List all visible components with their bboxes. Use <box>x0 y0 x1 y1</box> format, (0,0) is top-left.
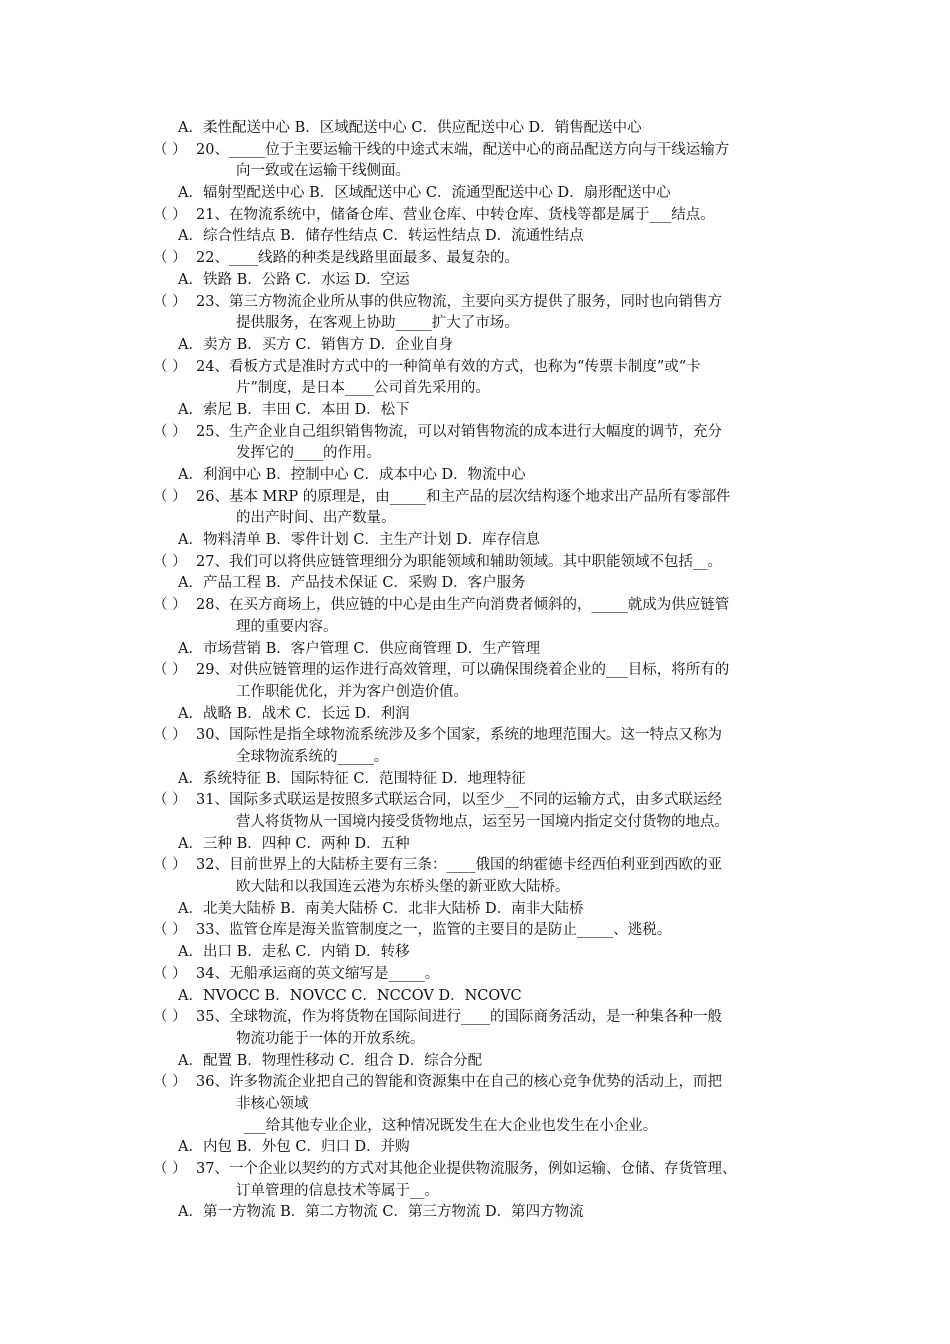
answer-blank: （ ） <box>153 1074 187 1091</box>
answer-blank: （ ） <box>153 965 187 982</box>
question-continuation-line <box>0 1116 950 1138</box>
question-text: 的出产时间、出产数量。 <box>236 510 396 527</box>
question-continuation-line <box>0 443 950 465</box>
options-line <box>0 400 950 422</box>
question-text: 提供服务，在客观上协助_____扩大了市场。 <box>236 315 519 332</box>
question-text: 营人将货物从一国境内接受货物地点，运至另一国境内指定交付货物的地点。 <box>236 814 729 830</box>
answer-blank: （ ） <box>153 250 187 267</box>
answer-options: A．出口 B．走私 C．内销 D．转移 <box>178 944 410 961</box>
question-text: 订单管理的信息技术等属于__。 <box>236 1182 439 1199</box>
question-line <box>0 422 950 444</box>
options-line <box>0 1137 950 1159</box>
answer-options: A．系统特征 B．国际特征 C．范围特征 D．地理特征 <box>178 770 526 787</box>
question-line <box>0 292 950 314</box>
question-line <box>0 357 950 379</box>
question-line <box>0 855 950 877</box>
options-line <box>0 335 950 357</box>
answer-blank: （ ） <box>153 922 187 939</box>
question-text: 31、国际多式联运是按照多式联运合同，以至少__不同的运输方式，由多式联运经 <box>196 792 722 809</box>
question-line <box>0 595 950 617</box>
answer-blank: （ ） <box>153 1009 187 1026</box>
answer-blank: （ ） <box>153 141 187 158</box>
question-line <box>0 660 950 682</box>
options-line <box>0 704 950 726</box>
options-line <box>0 769 950 791</box>
answer-options: A．内包 B．外包 C．归口 D．并购 <box>178 1139 410 1156</box>
answer-blank: （ ） <box>153 206 187 223</box>
question-text: 22、____线路的种类是线路里面最多、最复杂的。 <box>196 250 519 267</box>
question-line <box>0 964 950 986</box>
question-text: 24、看板方式是准时方式中的一种简单有效的方式，也称为“传票卡制度”或“卡 <box>196 358 701 375</box>
question-text: 32、目前世界上的大陆桥主要有三条：____俄国的纳霍德卡经西伯利亚到西欧的亚 <box>196 857 722 874</box>
question-text: 向一致或在运输干线侧面。 <box>236 163 410 180</box>
question-text: 30、国际性是指全球物流系统涉及多个国家，系统的地理范围大。这一特点又称为 <box>196 727 722 744</box>
question-text: 34、无船承运商的英文缩写是_____。 <box>196 965 440 982</box>
answer-blank: （ ） <box>153 488 187 505</box>
question-text: 欧大陆和以我国连云港为东桥头堡的新亚欧大陆桥。 <box>236 879 570 896</box>
question-continuation-line <box>0 747 950 769</box>
question-text: 35、全球物流，作为将货物在国际间进行____的国际商务活动，是一种集各种一般 <box>196 1009 722 1026</box>
question-continuation-line <box>0 877 950 899</box>
question-line <box>0 1007 950 1029</box>
answer-options: A．NVOCC B．NOVCC C．NCCOV D．NCOVC <box>178 987 522 1004</box>
question-text: 25、生产企业自己组织销售物流，可以对销售物流的成本进行大幅度的调节，充分 <box>196 423 722 440</box>
question-line <box>0 552 950 574</box>
options-line <box>0 986 950 1008</box>
question-line <box>0 1159 950 1181</box>
question-text: ___给其他专业企业，这种情况既发生在大企业也发生在小企业。 <box>244 1117 658 1134</box>
question-text: 29、对供应链管理的运作进行高效管理，可以确保围绕着企业的___目标，将所有的 <box>196 662 730 679</box>
answer-blank: （ ） <box>153 792 187 809</box>
question-text: 33、监管仓库是海关监管制度之一，监管的主要目的是防止_____、逃税。 <box>196 922 672 939</box>
answer-blank: （ ） <box>153 597 187 614</box>
question-text: 非核心领域 <box>236 1095 309 1112</box>
question-continuation-line <box>0 682 950 704</box>
question-text: 36、许多物流企业把自己的智能和资源集中在自己的核心竞争优势的活动上，而把 <box>196 1074 722 1091</box>
answer-options: A．综合性结点 B．储存性结点 C．转运性结点 D．流通性结点 <box>178 228 584 245</box>
options-line <box>0 270 950 292</box>
answer-blank: （ ） <box>153 358 187 375</box>
options-line <box>0 465 950 487</box>
answer-blank: （ ） <box>153 857 187 874</box>
answer-options: A．北美大陆桥 B．南美大陆桥 C．北非大陆桥 D．南非大陆桥 <box>178 900 584 917</box>
answer-blank: （ ） <box>153 293 187 310</box>
question-text: 27、我们可以将供应链管理细分为职能领域和辅助领域。其中职能领域不包括__。 <box>196 553 722 570</box>
answer-options: A．三种 B．四种 C．两种 D．五种 <box>178 835 410 852</box>
question-line <box>0 725 950 747</box>
answer-options: A．辐射型配送中心 B．区域配送中心 C．流通型配送中心 D．扇形配送中心 <box>178 185 671 202</box>
answer-blank: （ ） <box>153 727 187 744</box>
question-line <box>0 487 950 509</box>
question-continuation-line <box>0 1029 950 1051</box>
options-line <box>0 1051 950 1073</box>
question-continuation-line <box>0 378 950 400</box>
question-text: 发挥它的____的作用。 <box>236 445 381 462</box>
answer-options: A．产品工程 B．产品技术保证 C．采购 D．客户服务 <box>178 575 526 592</box>
question-text: 片”制度，是日本____公司首先采用的。 <box>236 380 490 397</box>
question-continuation-line <box>0 1094 950 1116</box>
question-text: 26、基本 MRP 的原理是，由_____和主产品的层次结构逐个地求出产品所有零部件 <box>196 488 731 505</box>
question-text: 21、在物流系统中，储备仓库、营业仓库、中转仓库、货栈等都是属于___结点。 <box>196 206 715 223</box>
question-continuation-line <box>0 313 950 335</box>
answer-options: A．卖方 B．买方 C．销售方 D．企业自身 <box>178 336 454 353</box>
answer-options: A．战略 B．战术 C．长远 D．利润 <box>178 705 410 722</box>
question-line <box>0 205 950 227</box>
options-line <box>0 530 950 552</box>
question-continuation-line <box>0 617 950 639</box>
answer-options: A．利润中心 B．控制中心 C．成本中心 D．物流中心 <box>178 467 526 483</box>
question-line <box>0 140 950 162</box>
question-continuation-line <box>0 161 950 183</box>
options-line <box>0 183 950 205</box>
question-text: 37、一个企业以契约的方式对其他企业提供物流服务，例如运输、仓储、存货管理、 <box>196 1161 737 1177</box>
answer-options: A．铁路 B．公路 C．水运 D．空运 <box>178 271 410 288</box>
question-line <box>0 790 950 812</box>
options-line <box>0 573 950 595</box>
question-continuation-line <box>0 812 950 834</box>
question-continuation-line <box>0 1181 950 1203</box>
answer-options: A．市场营销 B．客户管理 C．供应商管理 D．生产管理 <box>178 640 541 657</box>
answer-blank: （ ） <box>153 423 187 440</box>
answer-options: A．索尼 B．丰田 C．本田 D．松下 <box>178 401 410 418</box>
question-text: 23、第三方物流企业所从事的供应物流，主要向买方提供了服务，同时也向销售方 <box>196 293 722 310</box>
options-line <box>0 1202 950 1224</box>
options-line <box>0 639 950 661</box>
question-text: 理的重要内容。 <box>236 618 338 635</box>
answer-blank: （ ） <box>153 662 187 679</box>
options-line <box>0 899 950 921</box>
answer-blank: （ ） <box>153 1161 187 1177</box>
question-text: 物流功能于一体的开放系统。 <box>236 1030 425 1047</box>
options-line <box>0 942 950 964</box>
exam-page <box>0 118 950 1224</box>
answer-options: A．配置 B．物理性移动 C．组合 D．综合分配 <box>178 1052 483 1069</box>
question-text: 20、_____位于主要运输干线的中途式末端，配送中心的商品配送方向与干线运输方 <box>196 141 730 158</box>
question-continuation-line <box>0 508 950 530</box>
answer-options: A．柔性配送中心 B．区域配送中心 C．供应配送中心 D．销售配送中心 <box>178 120 642 136</box>
question-line <box>0 920 950 942</box>
options-line <box>0 226 950 248</box>
question-line <box>0 248 950 270</box>
question-line <box>0 1072 950 1094</box>
options-line <box>0 834 950 856</box>
question-text: 工作职能优化，并为客户创造价值。 <box>236 683 468 700</box>
answer-blank: （ ） <box>153 553 187 570</box>
question-text: 28、在买方商场上，供应链的中心是由生产向消费者倾斜的，_____就成为供应链管 <box>196 597 730 614</box>
answer-options: A．第一方物流 B．第二方物流 C．第三方物流 D．第四方物流 <box>178 1204 584 1221</box>
question-text: 全球物流系统的_____。 <box>236 748 389 765</box>
answer-options: A．物料清单 B．零件计划 C．主生产计划 D．库存信息 <box>178 532 541 549</box>
options-line <box>0 118 950 140</box>
